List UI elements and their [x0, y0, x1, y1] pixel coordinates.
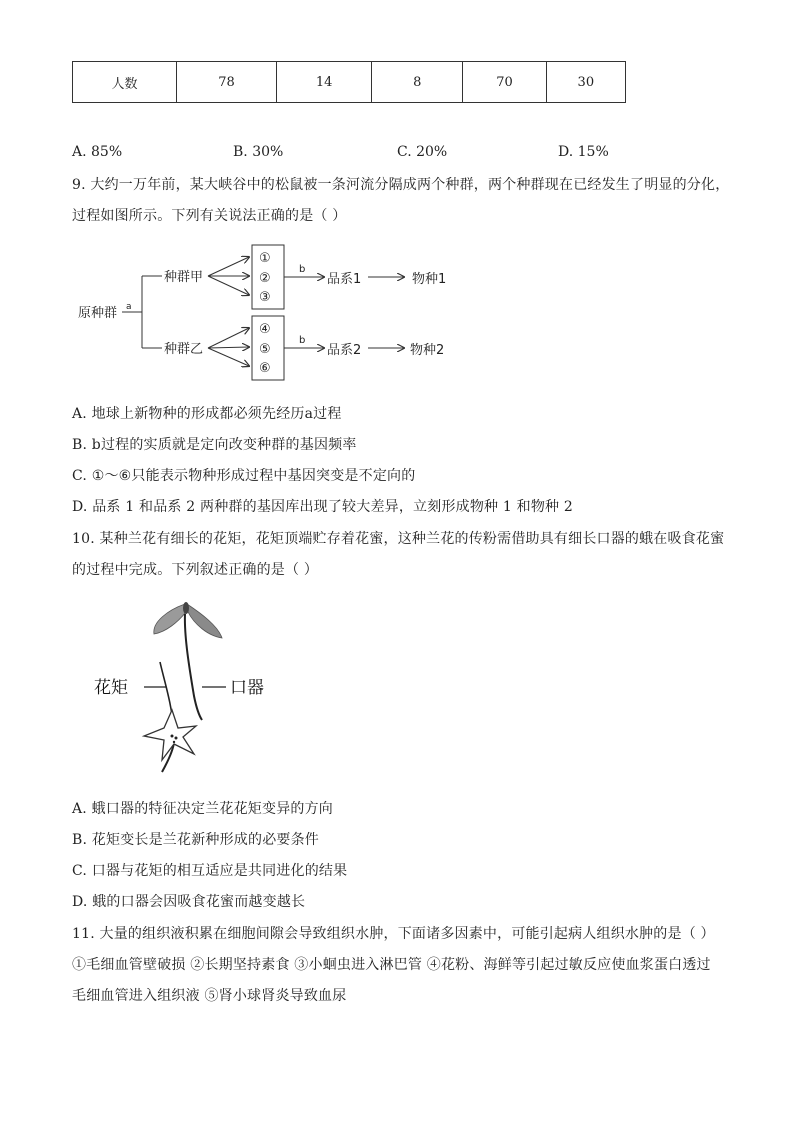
- q10-option-a: A. 蛾口器的特征决定兰花花矩变异的方向: [72, 801, 334, 817]
- q9-option-a: A. 地球上新物种的形成都必须先经历a过程: [72, 406, 342, 422]
- strain2-label: 品系2: [327, 343, 362, 358]
- q11-stem-line3: 毛细血管进入组织液 ⑤肾小球肾炎导致血尿: [72, 988, 347, 1004]
- table-row: [73, 62, 626, 103]
- box1-item: ②: [259, 271, 271, 286]
- table-cell: 14: [277, 62, 372, 103]
- q10-option-d: D. 蛾的口器会因吸食花蜜而越变越长: [72, 894, 306, 910]
- q10-option-b: B. 花矩变长是兰花新种形成的必要条件: [72, 832, 319, 848]
- q10-stem-line2: 的过程中完成。下列叙述正确的是（ ）: [72, 562, 319, 578]
- proboscis-label: 口器: [230, 678, 264, 698]
- box2-item: ⑤: [259, 342, 271, 357]
- process-b-label: b: [299, 264, 306, 275]
- data-table: [72, 61, 626, 103]
- strain1-label: 品系1: [327, 272, 362, 287]
- q11-stem-line2: ①毛细血管壁破损 ②长期坚持素食 ③小蛔虫进入淋巴管 ④花粉、海鲜等引起过敏反应使血浆蛋白透过: [72, 957, 711, 973]
- box2-item: ④: [259, 322, 271, 337]
- q9-stem-line2: 过程如图所示。下列有关说法正确的是（ ）: [72, 208, 347, 224]
- q8-option-b: B. 30%: [233, 144, 284, 160]
- q11-stem-line1: 11. 大量的组织液积累在细胞间隙会导致组织水肿，下面诸多因素中，可能引起病人组织水肿的是（ ）: [72, 926, 715, 942]
- q9-stem-line1: 9. 大约一万年前，某大峡谷中的松鼠被一条河流分隔成两个种群，两个种群现在已经发生了明显的分化，: [72, 177, 730, 193]
- species1-label: 物种1: [412, 272, 447, 287]
- q8-option-c: C. 20%: [397, 144, 448, 160]
- box2-item: ⑥: [259, 361, 271, 376]
- species2-label: 物种2: [410, 343, 445, 358]
- box1-item: ③: [259, 290, 271, 305]
- pop2-label: 种群乙: [164, 342, 204, 357]
- box1-item: ①: [259, 251, 271, 266]
- spur-label: 花矩: [94, 678, 128, 698]
- moth-icon: [154, 602, 222, 638]
- orchid-flower-icon: [144, 710, 196, 760]
- q10-option-c: C. 口器与花矩的相互适应是共同进化的结果: [72, 863, 348, 879]
- q9-option-d: D. 品系 1 和品系 2 两种群的基因库出现了较大差异，立刻形成物种 1 和物种 2: [72, 499, 574, 515]
- process-a-label: a: [126, 302, 132, 312]
- table-cell: 30: [546, 62, 625, 103]
- q8-option-d: D. 15%: [558, 144, 609, 160]
- q8-option-a: A. 85%: [72, 144, 123, 160]
- orchid-moth-figure: [90, 592, 290, 782]
- table-cell: 70: [463, 62, 546, 103]
- q9-option-b: B. b过程的实质就是定向改变种群的基因频率: [72, 437, 357, 453]
- q10-stem-line1: 10. 某种兰花有细长的花矩，花矩顶端贮存着花蜜，这种兰花的传粉需借助具有细长口器的蛾在吸食花蜜: [72, 531, 725, 547]
- process-b-label: b: [299, 335, 306, 346]
- table-cell: 人数: [73, 62, 177, 103]
- table-cell: 78: [177, 62, 277, 103]
- pop1-label: 种群甲: [164, 270, 204, 285]
- speciation-diagram: [70, 240, 470, 385]
- q9-option-c: C. ①～⑥只能表示物种形成过程中基因突变是不定向的: [72, 468, 416, 484]
- proboscis: [185, 614, 202, 720]
- table-cell: 8: [372, 62, 463, 103]
- origin-label: 原种群: [78, 306, 118, 321]
